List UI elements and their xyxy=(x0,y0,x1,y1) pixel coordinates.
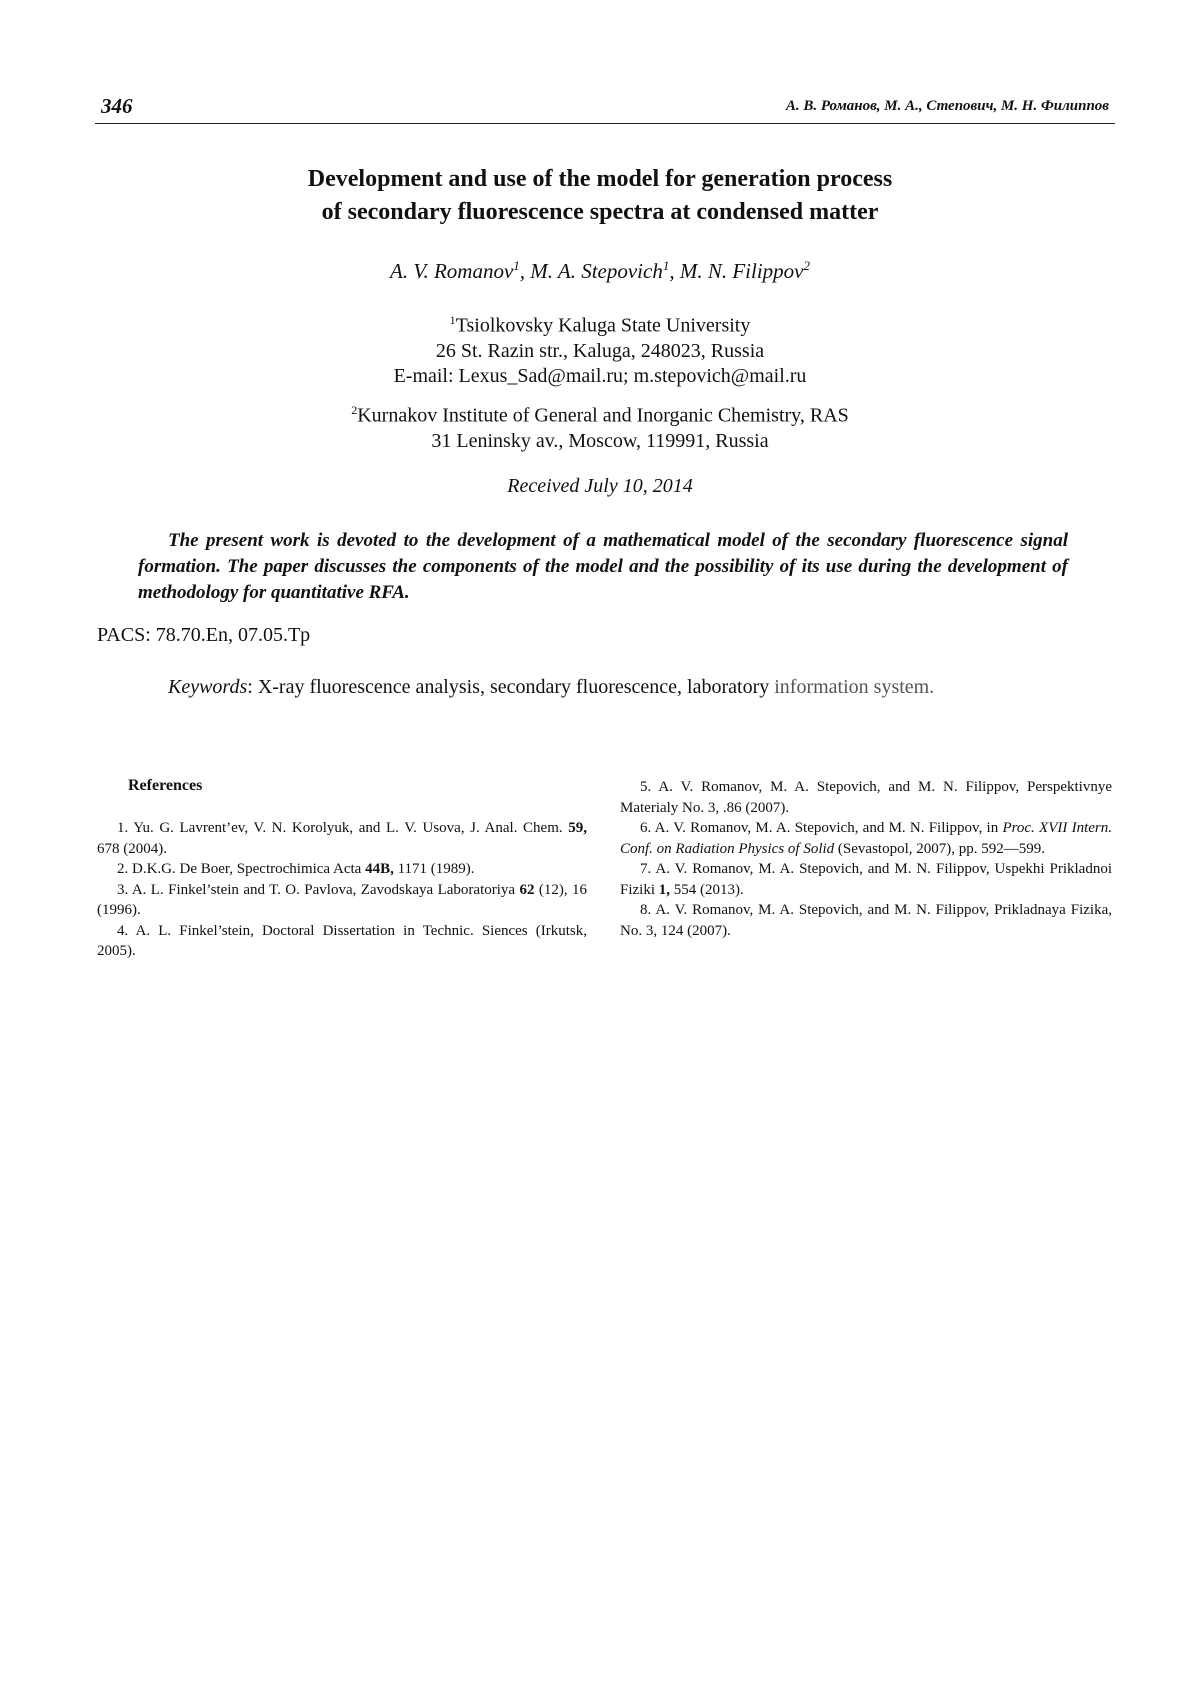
reference-item: 6. A. V. Romanov, M. A. Stepovich, and M. N. Filippov, in Proc. XVII Intern. Conf. on Radiation Physics of Solid (Sevastopol, 2007), pp. 592—599. xyxy=(620,820,1112,857)
references-heading: References xyxy=(128,777,203,794)
pacs-codes: PACS: 78.70.En, 07.05.Tp xyxy=(97,624,311,646)
author-list xyxy=(150,258,1050,284)
author-affil-mark: 1 xyxy=(513,258,520,273)
affiliation-line: 31 Leninsky av., Moscow, 119991, Russia xyxy=(431,429,769,452)
keywords-tail: information system. xyxy=(774,676,935,698)
received-date: Received July 10, 2014 xyxy=(507,475,693,497)
affiliation-line: Tsiolkovsky Kaluga State University xyxy=(455,314,751,337)
page-number: 346 xyxy=(101,94,133,118)
paper-title xyxy=(150,163,1050,229)
reference-item: 8. A. V. Romanov, M. A. Stepovich, and M. N. Filippov, Prikladnaya Fizika, No. 3, 124 (2007). xyxy=(620,902,1112,939)
author-separator: , xyxy=(519,259,531,283)
author-name: A. V. Romanov xyxy=(390,259,514,283)
title-line-2: of secondary fluorescence spectra at condensed matter xyxy=(321,199,879,225)
author-affil-mark: 1 xyxy=(662,258,670,273)
abstract: The present work is devoted to the development of a mathematical model of the secondary fluorescence signal formation. The paper discusses the components of the model and the possibility of its use during the development of methodology for quantitative RFA. xyxy=(138,530,1068,603)
references-column-left xyxy=(97,818,587,962)
reference-item: 3. A. L. Finkel’stein and T. O. Pavlova, Zavodskaya Laboratoriya 62 (12), 16 (1996). xyxy=(97,881,587,918)
affiliation-1 xyxy=(150,308,1050,389)
header-rule xyxy=(95,123,1115,124)
reference-item: 2. D.K.G. De Boer, Spectrochimica Acta 44B, 1171 (1989). xyxy=(117,861,475,877)
references-column-right xyxy=(620,777,1112,941)
reference-item: 4. A. L. Finkel’stein, Doctoral Dissertation in Technic. Siences (Irkutsk, 2005). xyxy=(97,922,587,959)
affiliation-email: E-mail: Lexus_Sad@mail.ru; m.stepovich@mail.ru xyxy=(393,364,807,387)
author-name: M. N. Filippov xyxy=(679,259,804,283)
running-head-authors: А. В. Романов, М. А., Степович, М. Н. Филиппов xyxy=(785,98,1109,114)
keywords-label: Keywords xyxy=(168,676,248,698)
affiliation-mark: 1 xyxy=(449,313,456,327)
reference-item: 5. A. V. Romanov, M. A. Stepovich, and M. N. Filippov, Perspektivnye Materialy No. 3, .86 (2007). xyxy=(620,779,1112,816)
author-separator: , xyxy=(669,259,680,283)
author-affil-mark: 2 xyxy=(803,258,810,273)
keywords xyxy=(168,676,934,699)
running-header xyxy=(95,92,1115,122)
affiliation-2 xyxy=(150,398,1050,454)
affiliation-mark: 2 xyxy=(351,403,358,417)
title-line-1: Development and use of the model for generation process xyxy=(307,166,893,192)
keywords-text: : X-ray fluorescence analysis, secondary fluorescence, laboratory xyxy=(247,676,775,698)
affiliation-line: 26 St. Razin str., Kaluga, 248023, Russia xyxy=(435,339,765,362)
reference-item: 7. A. V. Romanov, M. A. Stepovich, and M. N. Filippov, Uspekhi Prikladnoi Fiziki 1, 554 (2013). xyxy=(620,861,1112,898)
author-name: M. A. Stepovich xyxy=(530,259,663,283)
affiliation-line: Kurnakov Institute of General and Inorganic Chemistry, RAS xyxy=(357,404,849,427)
reference-item: 1. Yu. G. Lavrent’ev, V. N. Korolyuk, and L. V. Usova, J. Anal. Chem. 59, 678 (2004). xyxy=(97,820,587,857)
